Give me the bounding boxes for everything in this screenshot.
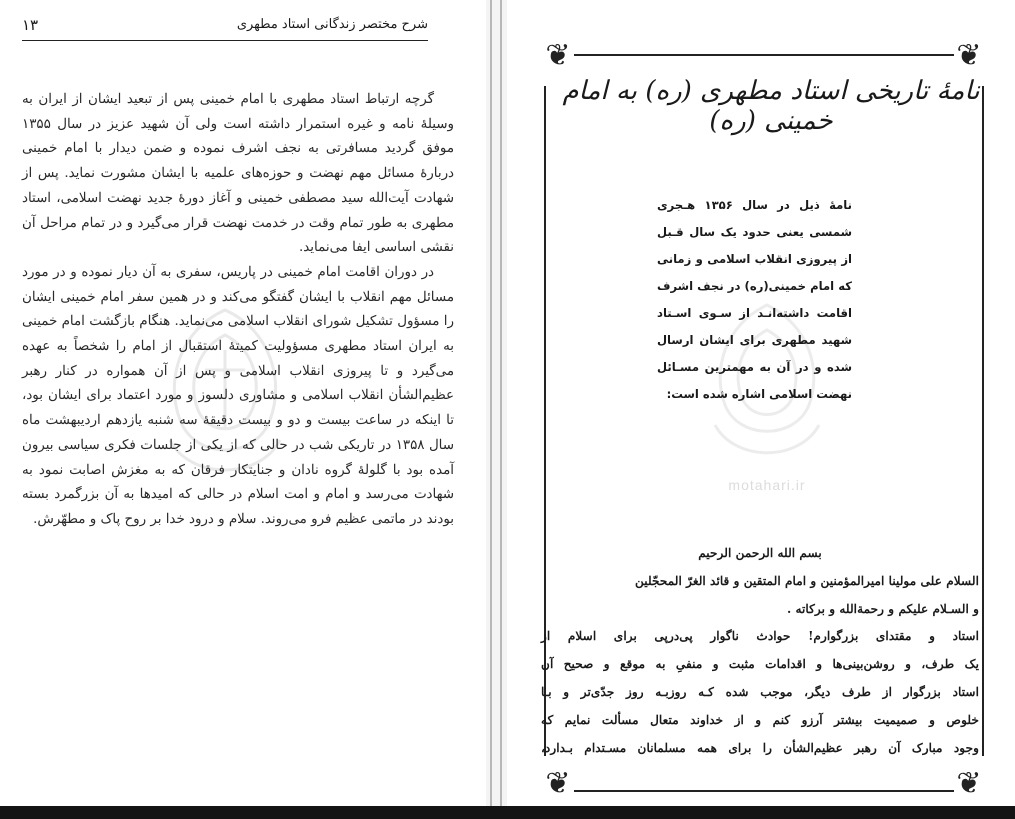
corner-ornament-icon: ❦ <box>956 766 982 801</box>
left-page <box>0 0 486 806</box>
bismillah: بسم الله الرحمن الرحیم <box>698 546 822 560</box>
bottom-bar <box>0 806 1015 819</box>
intro-paragraph: نامهٔ ذیل در سال ۱۳۵۶ هـجری شمسی یعنی حدود یک سال قـبل از پیروزی انقلاب اسلامی و زمانی که امام خمینی(ره) در نجف اشرف اقامت داشته‌انـد از سـوی اسـتاد شهید مطهری برای ایشان ارسال شده و در آن به مهمترین مسـائل نهضت اسلامی اشاره شده است: <box>657 198 853 401</box>
letter-line: استاد و مقتدای بزرگوارم! حوادث ناگوار پی‌درپی برای اسلام از <box>541 629 979 644</box>
page-header <box>22 14 428 41</box>
letter-line: یک طرف، و روشن‌بینی‌ها و اقدامات مثبت و منفیِ به موقع و صحیح آن <box>541 657 979 672</box>
greeting-line: السلام علی مولینا امیرالمؤمنین و امام المتقین و قائد الغرّ المحجّلین <box>635 573 979 588</box>
letter-line: خلوص و صمیمیت بیشتر آرزو کنم و از خداوند متعال مسألت نمایم که <box>541 712 979 727</box>
right-page <box>507 0 1015 806</box>
corner-ornament-icon: ❦ <box>545 38 571 73</box>
letter-line: وجود مبارک آن رهبر عظیم‌الشأن را برای همه مسلمانان مسـتدام بـدارد، <box>541 740 979 755</box>
corner-ornament-icon: ❦ <box>956 38 982 73</box>
salutation-line: و السـلام علیکم و رحمة‌الله و برکاته . <box>786 601 979 616</box>
corner-ornament-icon: ❦ <box>545 766 571 801</box>
paragraph: گرچه ارتباط استاد مطهری با امام خمینی پس از تبعید ایشان از ایران به وسیلهٔ نامه و غیره استمرار داشته است ولی آن شهید عزیز در سال ۱۳۵۵ موفق گردید مسافرتی به نجف اشرف نموده و ضمن دیدار با امام خمینی دربارهٔ مسائل مهم نهضت و حوزه‌های علمیه با ایشان مشورت نماید. پس از شهادت آیت‌الله سید مصطفی خمینی و آغاز دورهٔ جدید نهضت اسلامی، استاد مطهری به طور تمام وقت در خدمت نهضت قرار می‌گیرد و در تمام مراحل آن نقشی اساسی ایفا می‌نماید. <box>22 92 454 256</box>
letter-title: نامهٔ تاریخی استاد مطهری (ره) به امام خمینی (ره) <box>562 76 980 136</box>
letter-line: استاد بزرگوار از طرف دیگر، موجب شده کـه روزبـه روز جدّی‌تر و بـا <box>541 684 979 699</box>
letter-body <box>541 540 979 762</box>
paragraph: در دوران اقامت امام خمینی در پاریس، سفری به آن دیار نموده و در مورد مسائل مهم انقلاب با ایشان گفتگو می‌کند و در همین سفر امام خمینی ایشان را مسؤول تشکیل شورای انقلاب اسلامی می‌نماید. هنگام بازگشت امام خمینی به ایران استاد مطهری مسؤولیت کمیتهٔ استقبال از امام را شخصاً به عهده می‌گیرد و تا پیروزی انقلاب اسلامی و پس از آن همواره در کنار رهبر عظیم‌الشأن انقلاب اسلامی و مشاوری دلسوز و مورد اعتماد برای ایشان بود، تا اینکه در ساعت بیست و دو و بیست دقیقهٔ سه شنبه یازدهم اردیبهشت ماه سال ۱۳۵۸ در تاریکی شب در حالی که از یکی از جلسات فکری سیاسی بیرون آمده بود با گلولهٔ گروه نادان و جنایتکار فرقان که به مغزش اصابت نمود به شهادت می‌رسد و امام و امت اسلام در حالی که امیدها به آن بزرگمرد بسته بودند در ماتمی عظیم فرو می‌روند. سلام و درود خدا بر روح پاک و مطهّرش. <box>22 264 454 527</box>
page-number: ۱۳ <box>22 16 39 34</box>
watermark-text: motahari.ir <box>728 477 806 493</box>
running-title: شرح مختصر زندگانی استاد مطهری <box>236 17 428 32</box>
book-spine <box>486 0 507 806</box>
body-text <box>22 88 454 533</box>
